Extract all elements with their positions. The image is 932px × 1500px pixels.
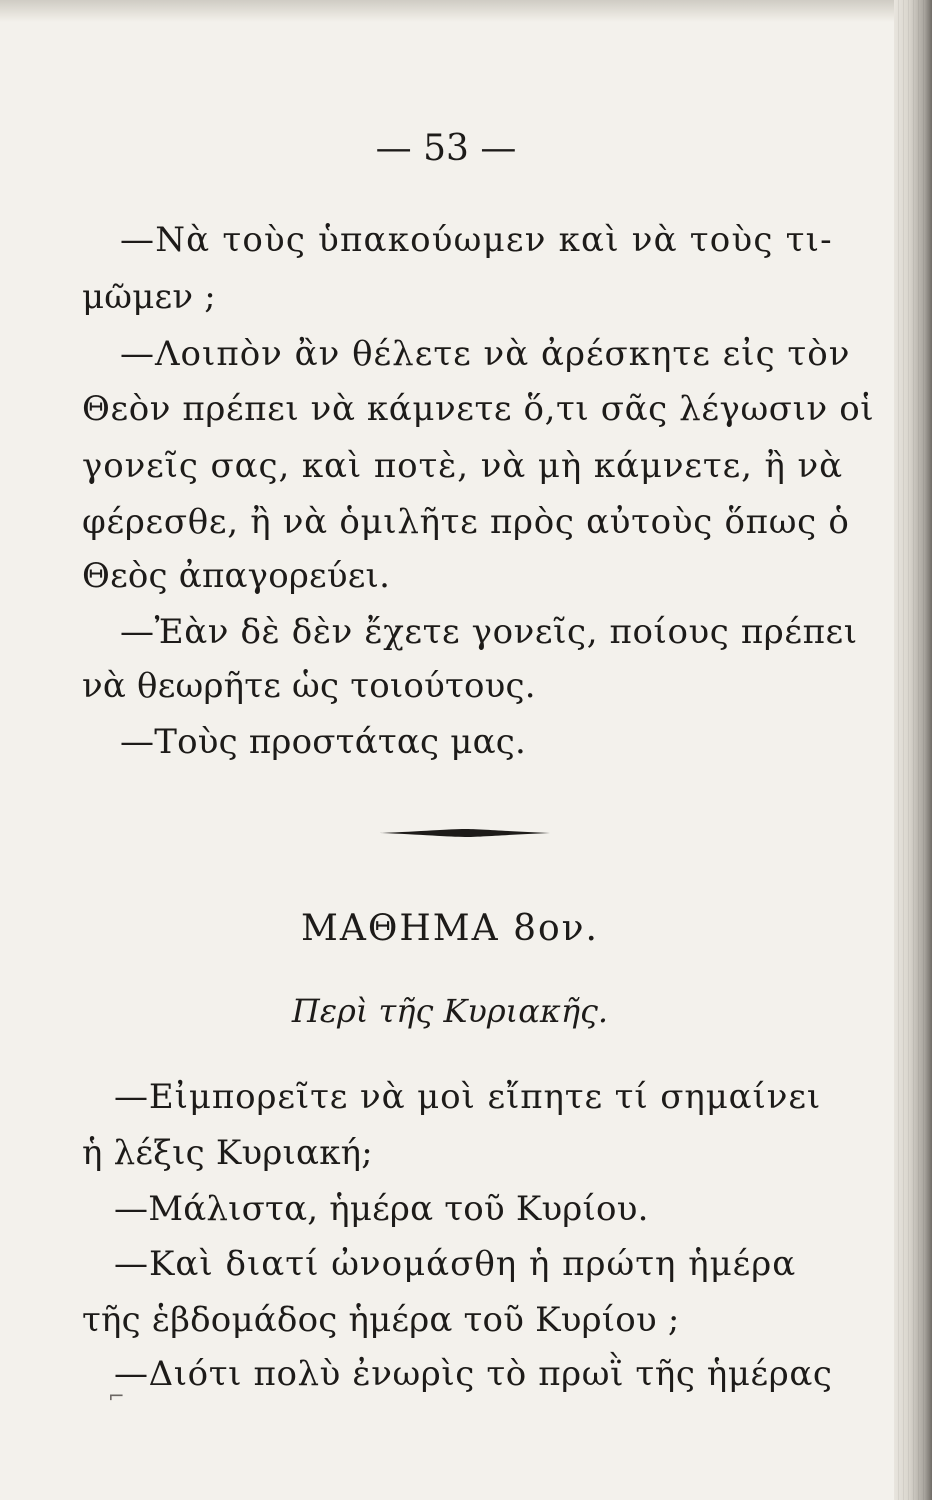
text-line: —Καὶ διατί ὠνομάσθη ἡ πρώτη ἡμέρα bbox=[114, 1244, 797, 1284]
text-line: Θεὸς ἀπαγορεύει. bbox=[82, 556, 391, 596]
text-line: νὰ θεωρῆτε ὡς τοιούτους. bbox=[82, 666, 536, 706]
section-heading: ΜΑΘΗΜΑ 8ον. bbox=[301, 908, 599, 949]
text-line: γονεῖς σας, καὶ ποτὲ, νὰ μὴ κάμνετε, ἢ νὰ bbox=[82, 446, 843, 486]
section-divider-rule bbox=[380, 828, 550, 838]
section-subheading: Περὶ τῆς Κυριακῆς. bbox=[291, 992, 609, 1030]
text-line: ἡ λέξις Κυριακή; bbox=[82, 1133, 373, 1173]
text-line: —Τοὺς προστάτας μας. bbox=[120, 722, 526, 762]
text-line: τῆς ἑβδομάδος ἡμέρα τοῦ Κυρίου ; bbox=[82, 1300, 680, 1340]
text-line: —Μάλιστα, ἡμέρα τοῦ Κυρίου. bbox=[114, 1189, 649, 1229]
text-line: —Διότι πολὺ ἐνωρὶς τὸ πρωῒ τῆς ἡμέρας bbox=[114, 1354, 833, 1394]
text-line: —Λοιπὸν ἂν θέλετε νὰ ἀρέσκητε εἰς τὸν bbox=[120, 334, 851, 374]
text-line: —Νὰ τοὺς ὑπακούωμεν καὶ νὰ τοὺς τι- bbox=[120, 220, 833, 260]
text-line: —Ἐὰν δὲ δὲν ἔχετε γονεῖς, ποίους πρέπει bbox=[120, 612, 858, 652]
text-line: μῶμεν ; bbox=[82, 277, 216, 317]
text-line: —Εἰμπορεῖτε νὰ μοὶ εἴπητε τί σημαίνει bbox=[114, 1077, 822, 1117]
text-line: φέρεσθε, ἢ νὰ ὁμιλῆτε πρὸς αὐτοὺς ὅπως ὁ bbox=[82, 502, 850, 542]
page-number: — 53 — bbox=[375, 128, 517, 169]
ink-speck: ⌐ bbox=[108, 1384, 125, 1408]
text-line: Θεὸν πρέπει νὰ κάμνετε ὅ,τι σᾶς λέγωσιν οἱ bbox=[82, 389, 875, 429]
